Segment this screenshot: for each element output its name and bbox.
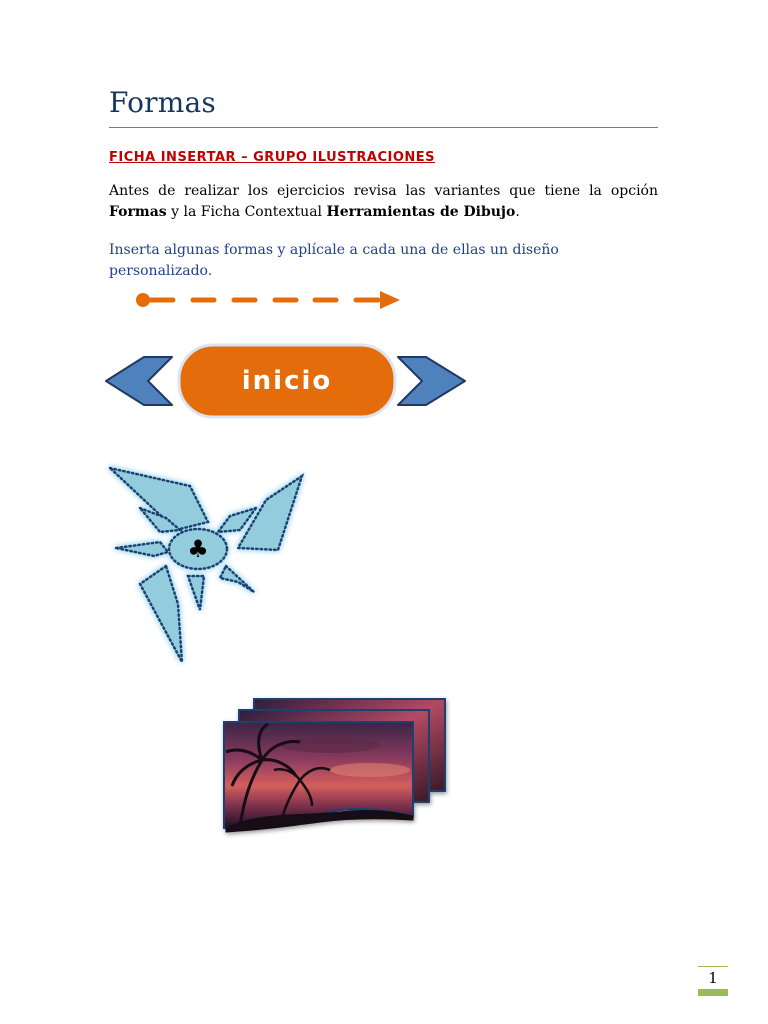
chevron-right-icon (398, 357, 465, 405)
section-heading: FICHA INSERTAR – GRUPO ILUSTRACIONES (109, 150, 436, 165)
page-number-box (698, 966, 728, 996)
stacked-photos-shape (224, 699, 445, 832)
intro-text-2: y la Ficha Contextual (166, 204, 327, 220)
dashed-arrow-shape (136, 291, 400, 309)
page-number-bar (698, 989, 728, 996)
page-title: Formas (109, 86, 216, 119)
inicio-button-label: inicio (241, 366, 333, 396)
club-suit-icon: ♣ (187, 535, 209, 563)
page-number: 1 (708, 969, 718, 987)
chevron-left-icon (106, 357, 172, 405)
intro-text-3: . (515, 204, 520, 220)
instruction-paragraph: Inserta algunas formas y aplícale a cada una de ellas un diseño personalizado. (109, 242, 559, 279)
intro-bold-herramientas: Herramientas de Dibujo (326, 204, 516, 220)
intro-text-1: Antes de realizar los ejercicios revisa las variantes que tiene la opción (109, 183, 658, 199)
intro-bold-formas: Formas (109, 204, 167, 220)
